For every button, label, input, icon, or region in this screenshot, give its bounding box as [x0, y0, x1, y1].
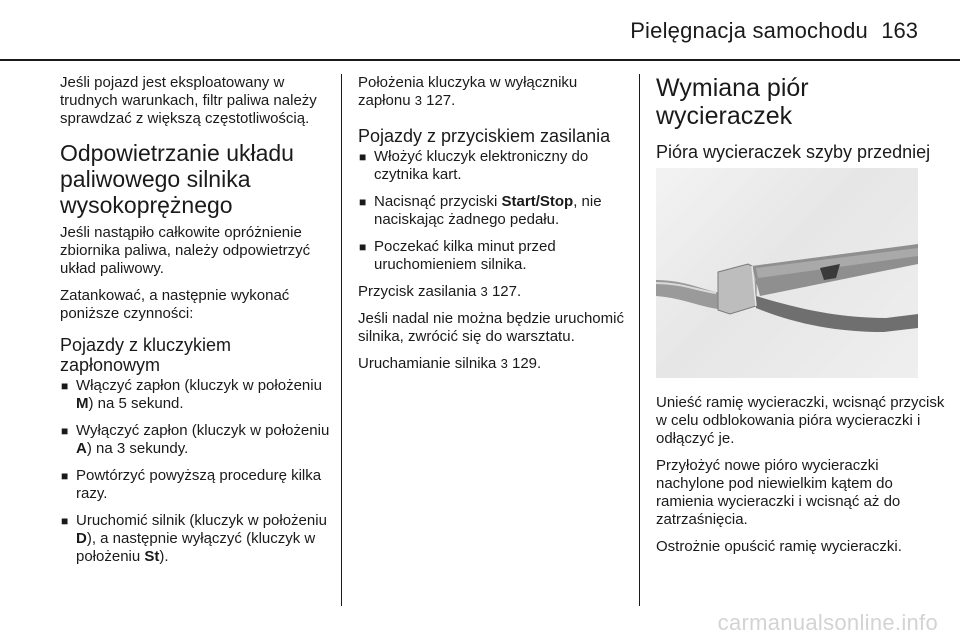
list-item: ■ Włożyć kluczyk elektroniczny do czytnika kart. — [359, 148, 589, 183]
subheading-power-button: Pojazdy z przyciskiem zasilania — [358, 126, 611, 146]
paragraph: Ostrożnie opuścić ramię wycieraczki. — [656, 538, 902, 555]
intro-paragraph: Jeśli pojazd jest eksploatowany w trudnych warunkach, filtr paliwa należy sprawdzać z większą częstotliwością. — [60, 74, 317, 127]
reference-arrow-icon: 3 — [414, 93, 422, 108]
list-item: ■ Uruchomić silnik (kluczyk w położeniu D), a następnie wyłączyć (kluczyk w położeniu St). — [61, 512, 327, 565]
page-reference-link[interactable]: 129. — [511, 355, 542, 372]
section-heading-wiper-blades: Wymiana piór wycieraczek — [656, 74, 809, 130]
reference-arrow-icon: 3 — [500, 356, 508, 371]
paragraph: Przyłożyć nowe pióro wycieraczki nachylone pod niewielkim kątem do ramienia wycieraczki i wcisnąć aż do zatrzaśnięcia. — [656, 457, 901, 528]
column-1 — [60, 74, 332, 575]
paragraph: Uruchamianie silnika 3 129. — [358, 355, 542, 372]
subheading-ignition-key: Pojazdy z kluczykiem zapłonowym — [60, 335, 232, 375]
column-2 — [358, 74, 626, 382]
list-item: ■ Włączyć zapłon (kluczyk w położeniu M) na 5 sekund. — [61, 377, 322, 412]
watermark: carmanualsonline.info — [717, 610, 938, 635]
subheading-front-wiper: Pióra wycieraczek szyby przedniej — [656, 142, 931, 162]
wiper-blade-illustration — [656, 168, 918, 378]
paragraph: Przycisk zasilania 3 127. — [358, 283, 522, 300]
list-item: ■ Wyłączyć zapłon (kluczyk w położeniu A) na 3 sekundy. — [61, 422, 330, 457]
paragraph: Zatankować, a następnie wykonać poniższe czynności: — [60, 287, 290, 322]
column-3 — [656, 74, 946, 565]
paragraph: Unieść ramię wycieraczki, wcisnąć przycisk w celu odblokowania pióra wycieraczki i odłączyć je. — [656, 394, 945, 447]
page-title: Pielęgnacja samochodu — [630, 18, 868, 43]
section-heading-fuel-bleeding: Odpowietrzanie układu paliwowego silnika wysokoprężnego — [60, 140, 294, 218]
paragraph: Położenia kluczyka w wyłączniku zapłonu 3 127. — [358, 74, 578, 109]
bullet-list — [60, 377, 332, 566]
column-divider-2 — [639, 74, 640, 606]
page-number: 163 — [881, 18, 918, 43]
list-item: ■ Powtórzyć powyższą procedurę kilka razy. — [61, 467, 322, 502]
column-divider-1 — [341, 74, 342, 606]
page-reference-link[interactable]: 127. — [426, 92, 456, 109]
paragraph: Jeśli nadal nie można będzie uruchomić silnika, zwrócić się do warsztatu. — [358, 310, 624, 345]
list-item: ■ Poczekać kilka minut przed uruchomieniem silnika. — [359, 238, 556, 273]
header-rule — [0, 59, 960, 61]
reference-arrow-icon: 3 — [480, 284, 488, 299]
list-item: ■ Nacisnąć przyciski Start/Stop, nie naciskając żadnego pedału. — [359, 193, 602, 228]
paragraph: Jeśli nastąpiło całkowite opróżnienie zbiornika paliwa, należy odpowietrzyć układ paliwowy. — [60, 224, 311, 277]
bullet-list — [358, 148, 626, 274]
page-reference-link[interactable]: 127. — [491, 283, 522, 300]
wiper-blade-icon — [656, 168, 918, 378]
